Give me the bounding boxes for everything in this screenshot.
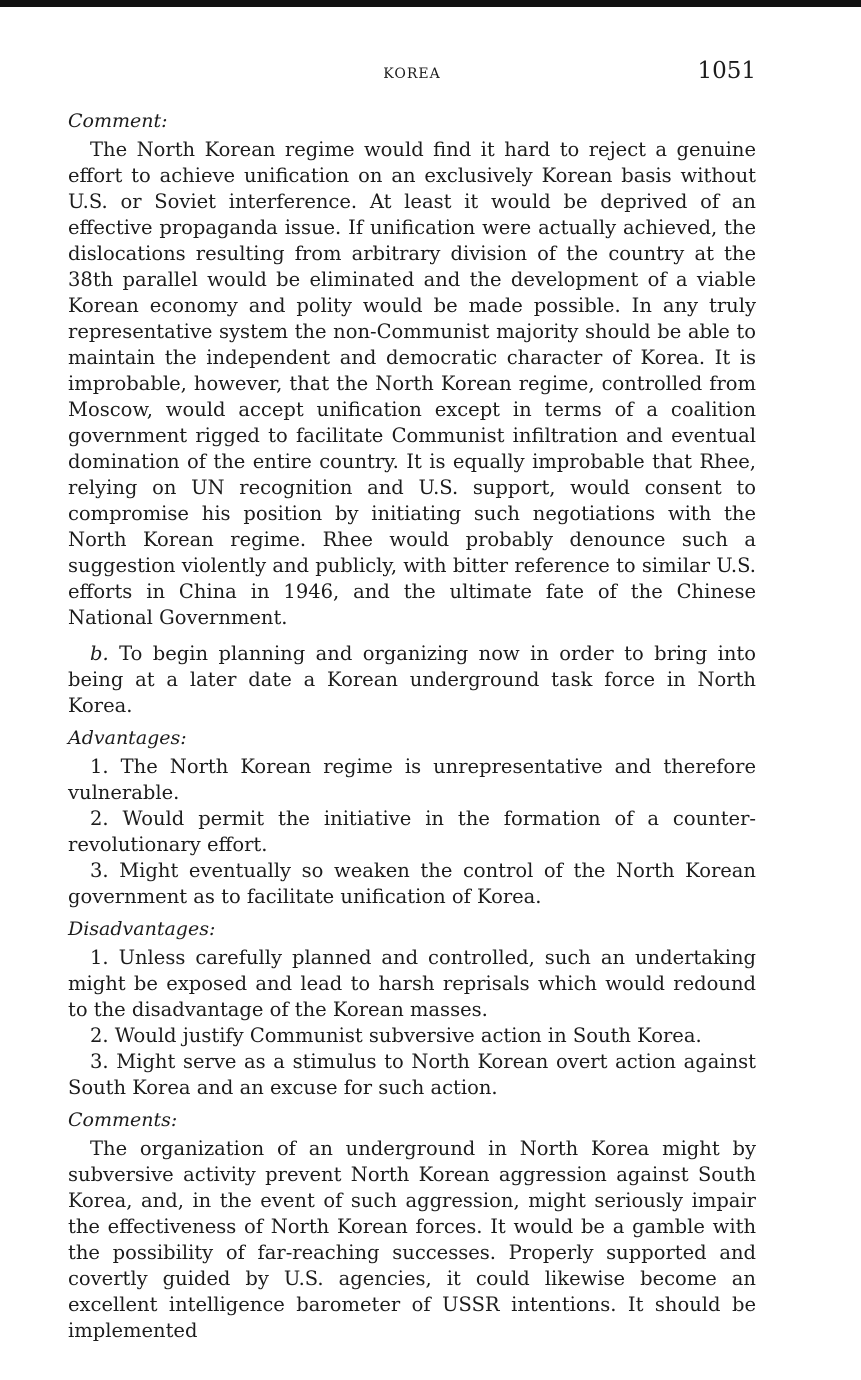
page-number: 1051 (697, 58, 756, 84)
advantage-item: 3. Might eventually so weaken the control of the North Korean government as to facilitate unification of Korea. (68, 859, 756, 908)
comments-heading: Comments: (68, 1109, 178, 1131)
disadvantages-heading: Disadvantages: (68, 918, 216, 940)
top-border-rule (0, 0, 861, 7)
comment-heading: Comment: (68, 110, 168, 132)
disadvantage-item: 2. Would justify Communist subversive action in South Korea. (90, 1024, 702, 1047)
running-head: KOREA (383, 66, 441, 82)
advantage-item: 1. The North Korean regime is unrepresentative and therefore vulnerable. (68, 755, 756, 804)
comment-paragraph: The North Korean regime would find it hard to reject a genuine effort to achieve unification on an exclusively Korean basis without U.S. or Soviet interference. At least it would be deprived of an effective propaganda issue. If unification were actually achieved, the dislocations resulting from arbitrary division of the country at the 38th parallel would be eliminated and the development of a viable Korean economy and polity would be made possible. In any truly representative system the non-Communist majority should be able to maintain the independent and democratic character of Korea. It is improbable, however, that the North Korean regime, controlled from Moscow, would accept unification except in terms of a coalition government rigged to facilitate Communist infiltration and eventual domination of the entire country. It is equally improbable that Rhee, relying on UN recognition and U.S. support, would consent to compromise his position by initiating such negotiations with the North Korean regime. Rhee would probably denounce such a suggestion violently and publicly, with bitter reference to similar U.S. efforts in China in 1946, and the ultimate fate of the Chinese National Government. (68, 138, 756, 629)
document-page (68, 58, 756, 1344)
advantage-item: 2. Would permit the initiative in the formation of a counter-revolutionary effort. (68, 807, 756, 856)
disadvantage-item: 3. Might serve as a stimulus to North Korean overt action against South Korea and an excuse for such action. (68, 1050, 756, 1099)
comments-paragraph: The organization of an underground in North Korea might by subversive activity prevent North Korean aggression against South Korea, and, in the event of such aggression, might seriously impair the effectiveness of North Korean forces. It would be a gamble with the possibility of far-reaching successes. Properly supported and covertly guided by U.S. agencies, it could likewise become an excellent intelligence barometer of USSR intentions. It should be implemented (68, 1137, 756, 1342)
disadvantage-item: 1. Unless carefully planned and controlled, such an undertaking might be exposed and lead to harsh reprisals which would redound to the disadvantage of the Korean masses. (68, 946, 756, 1021)
page-header (68, 58, 756, 102)
proposal-b-text: To begin planning and organizing now in order to bring into being at a later date a Korean underground task force in North Korea. (68, 642, 756, 717)
proposal-b-paragraph (68, 641, 756, 719)
proposal-b-letter: b. (90, 642, 109, 665)
advantages-heading: Advantages: (68, 727, 187, 749)
